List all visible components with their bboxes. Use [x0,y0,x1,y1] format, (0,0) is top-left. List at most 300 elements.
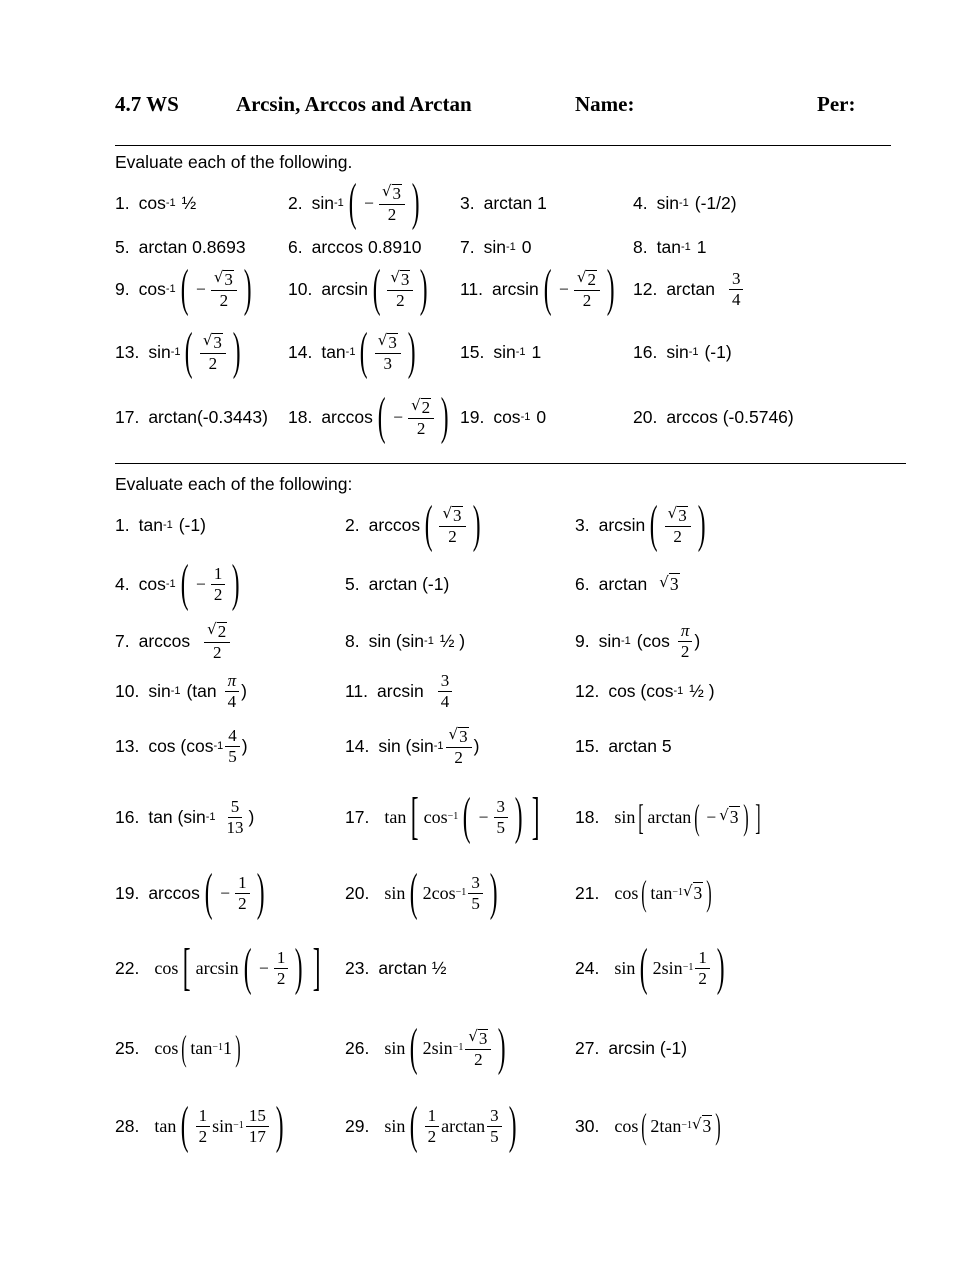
denominator: 2 [208,354,218,373]
parenthesized-expression: ( √ 3 2 ) [185,323,241,380]
expression-text: arccos (-0.5746) [666,406,794,427]
section1-instruction: Evaluate each of the following. [115,152,353,172]
worksheet-code: 4.7 WS [115,92,179,116]
closing-paren: ) [241,735,248,756]
fraction [224,798,247,837]
function-name: tan [321,341,346,362]
s2-problem-10: 10. sin -1 (tan $\frac{\pi}{4}$ ) [115,670,247,711]
problem-number: 17. [115,406,140,427]
outer-function: sin [384,1115,406,1136]
name-label: Name: [575,92,635,116]
parenthesized-expression: ( − √ 2 2 ) [543,260,615,317]
radicand: 3 [693,883,703,903]
outer-function: sin [614,957,636,978]
s1-problem-4: 4. sin -1 (-1/2) [633,192,737,213]
problem-number: 7. [115,630,130,651]
radicand: 2 [217,622,227,642]
outer-function: sin [614,806,636,827]
expression-text: arctan(-0.3443) [148,406,268,427]
inner-function: arctan [647,806,692,827]
expression-text: tan (sin [148,806,206,827]
numerator: 3 [487,1107,502,1127]
inner-function: tan [659,1115,682,1136]
radicand: 3 [453,506,462,526]
expression-text: arctan (-1) [368,573,450,594]
function-name: arctan [666,278,715,299]
s2-problem-3 [575,495,710,555]
minus-sign: − [220,882,231,903]
inner-function: cos [431,882,456,903]
s1-problem-18 [288,387,453,447]
outer-function: tan [154,1115,177,1136]
parenthesized-expression: ( − √ 3 2 ) [180,260,252,317]
function-name: sin [493,341,516,362]
problem-number: 4. [633,192,648,213]
s1-problem-7: 7. sin -1 0 [460,236,532,257]
s2-problem-1: 1. tan -1 (-1) [115,514,206,535]
denominator: 2 [454,748,463,767]
denominator: 5 [471,893,480,913]
inner-function: (cos [636,630,670,651]
function-name: arccos [321,406,373,427]
problem-number: 21. [575,882,600,903]
outer-function: cos [614,882,639,903]
problem-number: 9. [115,278,130,299]
function-name: tan [138,514,163,535]
parenthesized-expression: ( tan −1 1 ) [181,1028,241,1068]
inner-function: arcsin [195,957,239,978]
s1-problem-19: 19. cos -1 0 [460,406,547,427]
closing-paren: ) [694,630,701,651]
denominator: 3 [383,354,393,373]
numerator: 3 [468,874,483,894]
problem-number: 2. [345,514,360,535]
s2-problem-4: 4. cos -1 ( − $\frac{1}{2}$ ) [115,554,245,614]
s1-problem-2: 2. sin -1 ( − √ 3 2 ) [288,173,424,233]
parenthesized-expression: ( √ 3 2 ) [372,260,428,317]
parenthesized-expression: ( 2 sin −1 $\frac{1}{2}$ ) [640,939,725,996]
denominator: 4 [227,691,237,711]
parenthesized-expression: ( √ 3 3 ) [360,323,416,380]
argument: (-1) [178,514,206,535]
pi-symbol: π [225,672,240,692]
worksheet-title: Arcsin, Arccos and Arctan [236,92,472,116]
fraction [678,622,693,661]
problem-number: 18. [575,806,600,827]
function-name: sin [666,341,689,362]
denominator: 2 [680,641,690,661]
function-name: arccos [148,882,200,903]
problem-number: 26. [345,1037,370,1058]
minus-sign: − [258,957,269,978]
denominator: 2 [427,1126,437,1146]
function-name: tan [656,236,681,257]
parenthesized-expression: ( √ 3 2 ) [424,496,481,553]
fraction: √ 3 2 [387,268,413,310]
fraction [246,1107,269,1146]
fraction [494,798,509,837]
problem-number: 19. [460,406,485,427]
problem-number: 3. [460,192,475,213]
radicand: 3 [400,270,410,290]
function-name: arcsin [598,514,646,535]
minus-sign: − [195,278,206,299]
s1-problem-15: 15. sin -1 1 [460,341,542,362]
parenthesized-expression: ( $\frac{1}{2}$ arctan $\frac{3}{5}$ ) [410,1097,517,1154]
inner-function: tan [650,882,673,903]
denominator: 17 [248,1126,266,1146]
numerator: 1 [425,1107,440,1127]
problem-number: 16. [115,806,140,827]
argument: 1 [531,341,542,362]
fraction: √ 3 2 [446,725,472,767]
denominator: 4 [440,691,450,711]
parenthesized-expression: ( 2 sin −1 √ 3 2 ) [410,1019,506,1076]
s2-problem-9: 9. sin -1 (cos $\frac{\pi}{2}$ ) [575,620,701,661]
radicand: 2 [421,398,431,418]
closing-paren: ) [241,680,247,701]
s2-problem-17 [345,787,545,847]
square-root: √ 3 [691,1115,712,1136]
expression-text: arcsin (-1) [608,1037,688,1058]
expression-text: arctan 5 [608,735,672,756]
outer-function: sin [384,1037,406,1058]
s2-problem-26 [345,1018,511,1078]
coefficient: 2 [650,1115,660,1136]
numerator: 1 [211,565,226,585]
fraction [235,874,250,913]
function-name: arcsin [321,278,369,299]
argument: (-1) [704,341,732,362]
fraction: √ 3 2 [465,1027,491,1069]
closing-paren: ) [473,735,480,756]
coefficient-fraction [425,1107,440,1146]
problem-number: 18. [288,406,313,427]
expression-text: arctan ½ [378,957,447,978]
s2-problem-22 [115,938,325,998]
function-name: cos [138,573,166,594]
fraction: √ 3 2 [665,504,691,546]
problem-number: 8. [345,630,360,651]
inner-function: (tan [186,680,217,701]
function-name: cos [138,278,166,299]
problem-number: 14. [288,341,313,362]
function-name: arcsin [492,278,539,299]
minus-sign: − [559,278,569,299]
problem-number: 11. [460,278,484,299]
argument: ½ ) [439,630,466,651]
s2-problem-30 [575,1096,724,1156]
fraction: √ 2 2 [204,620,230,662]
problem-number: 10. [115,680,140,701]
outer-function: cos [614,1115,639,1136]
s2-problem-13: 13. cos (cos -1 $\frac{4}{5}$ ) [115,725,248,766]
problem-number: 4. [115,573,130,594]
numerator: 3 [438,672,453,692]
expression-text: cos (cos [608,680,674,701]
parenthesized-expression: ( − $\frac{1}{2}$ ) [180,555,240,612]
problem-number: 3. [575,514,590,535]
s2-problem-21 [575,863,715,923]
argument: 1 [222,1037,232,1058]
numerator: 1 [235,874,250,894]
s2-problem-23 [345,938,446,998]
denominator: 2 [448,527,457,546]
problem-number: 11. [345,680,369,701]
parenthesized-expression: ( $\frac{1}{2}$ sin −1 $\frac{15}{17}$ ) [181,1097,284,1154]
radicand: 3 [213,333,222,353]
parenthesized-expression: ( tan −1 √ 3 ) [641,873,712,913]
denominator: 2 [387,205,397,224]
problem-number: 27. [575,1037,600,1058]
s1-problem-8: 8. tan -1 1 [633,236,707,257]
problem-number: 20. [633,406,658,427]
radicand: 3 [388,333,397,353]
fraction [225,727,240,766]
inner-function: tan [190,1037,213,1058]
problem-number: 19. [115,882,140,903]
s2-problem-5 [345,554,449,614]
radicand: 2 [587,270,596,290]
problem-number: 6. [288,236,303,257]
denominator: 5 [490,1126,499,1146]
function-name: arcsin [377,680,424,701]
problem-number: 5. [115,236,130,257]
problem-number: 15. [575,735,600,756]
denominator: 2 [474,1050,483,1069]
fraction [211,565,226,604]
problem-number: 29. [345,1115,370,1136]
problem-number: 15. [460,341,485,362]
fraction [487,1107,502,1146]
closing-paren: ) [248,806,255,827]
numerator: 1 [274,949,289,969]
s2-problem-19 [115,863,269,923]
denominator: 2 [213,584,223,604]
function-name: sin [598,630,621,651]
argument: 0 [521,236,532,257]
numerator: 1 [196,1107,211,1127]
s1-problem-12 [633,259,745,319]
radicand: 3 [678,506,687,526]
inner-function: cos [423,806,448,827]
parenthesized-expression: ( 2 tan −1 √ 3 ) [641,1106,721,1146]
denominator: 5 [496,817,505,837]
radicand: 3 [392,184,402,204]
function-name: arccos [138,630,191,651]
denominator: 2 [396,291,405,310]
problem-number: 22. [115,957,140,978]
problem-number: 17. [345,806,370,827]
s2-problem-25 [115,1018,244,1078]
numerator: 4 [225,727,240,747]
bracketed-expression: [ cos −1 ( − $\frac{3}{5}$ ) ] [411,788,540,845]
minus-sign: − [393,406,404,427]
problem-number: 1. [115,514,130,535]
expression-text: sin (sin [368,630,425,651]
problem-number: 13. [115,341,140,362]
problem-number: 13. [115,735,140,756]
fraction [695,949,710,988]
radicand: 3 [224,270,233,290]
fraction: √ 3 2 [200,331,226,373]
s2-problem-29 [345,1096,521,1156]
fraction: √ 2 2 [574,268,600,310]
period-label: Per: [817,92,856,116]
s2-problem-11 [345,661,454,721]
parenthesized-expression: ( − √ 3 2 ) [348,174,420,231]
fraction [274,949,289,988]
problem-number: 12. [575,680,600,701]
s1-problem-17 [115,387,268,447]
function-name: sin [311,192,334,213]
s2-problem-27 [575,1018,687,1078]
fraction [468,874,483,913]
minus-sign: − [478,806,489,827]
inner-function: sin [431,1037,453,1058]
problem-number: 25. [115,1037,140,1058]
expression-text: sin (sin [378,735,434,756]
pi-symbol: π [678,622,693,642]
denominator: 4 [731,289,741,309]
denominator: 2 [219,291,229,310]
problem-number: 23. [345,957,370,978]
function-name: sin [656,192,679,213]
bracketed-expression: [ arcsin ( − $\frac{1}{2}$ ) ] [183,939,321,996]
parenthesized-expression: ( − $\frac{1}{2}$ ) [204,864,265,921]
function-name: sin [148,341,171,362]
denominator: 2 [198,1126,208,1146]
problem-number: 9. [575,630,590,651]
inner-function: sin [212,1115,234,1136]
section2-instruction: Evaluate each of the following: [115,474,353,494]
argument: ½ ) [689,680,715,701]
s2-problem-20 [345,863,502,923]
square-root: √ 3 [719,806,739,827]
bracketed-expression: [ arctan ( − √ 3 ) ] [638,797,761,837]
expression-text: arccos 0.8910 [311,236,422,257]
problem-number: 6. [575,573,590,594]
fraction [438,672,453,711]
function-name: cos [138,192,166,213]
problem-number: 20. [345,882,370,903]
argument: 0 [536,406,547,427]
parenthesized-expression: ( 2 cos −1 $\frac{3}{5}$ ) [410,864,498,921]
radicand: 3 [478,1029,488,1049]
s2-problem-14: 14. sin (sin -1 √ 3 2 ) [345,725,480,767]
denominator: 2 [212,643,222,662]
radicand: 3 [702,1116,712,1136]
outer-function: cos [154,1037,179,1058]
outer-function: cos [154,957,179,978]
problem-number: 1. [115,192,130,213]
s1-problem-10 [288,259,433,319]
s1-problem-14: 14. tan -1 ( √ 3 3 ) [288,322,420,382]
argument: 1 [696,236,707,257]
function-name: cos [493,406,521,427]
s2-problem-18 [575,787,764,847]
minus-sign: − [195,573,206,594]
denominator: 2 [276,968,286,988]
s2-problem-6 [575,554,680,614]
expression-text: arctan 0.8693 [138,236,246,257]
problem-number: 8. [633,236,648,257]
s2-problem-2 [345,495,485,555]
inner-function: sin [661,957,683,978]
problem-number: 2. [288,192,303,213]
s1-problem-9: 9. cos -1 ( − √ 3 2 ) [115,259,256,319]
denominator: 2 [582,291,592,310]
fraction: √ 3 2 [439,504,465,546]
problem-number: 16. [633,341,658,362]
problem-number: 14. [345,735,370,756]
numerator: 15 [246,1107,269,1127]
numerator: 5 [228,798,243,818]
denominator: 5 [228,746,237,766]
problem-number: 28. [115,1115,140,1136]
parenthesized-expression: ( − √ 2 2 ) [377,388,449,445]
coefficient: 2 [652,957,662,978]
denominator: 2 [698,968,707,988]
s2-problem-12: 12. cos (cos -1 ½ ) [575,680,715,701]
radicand: 3 [669,574,679,594]
fraction: √ 3 2 [379,182,405,224]
s2-problem-28 [115,1096,288,1156]
function-name: sin [148,680,171,701]
minus-sign: − [364,192,374,213]
expression-text: arctan 1 [483,192,547,213]
problem-number: 12. [633,278,658,299]
argument: (-1/2) [694,192,737,213]
coefficient: 2 [422,882,432,903]
denominator: 13 [226,817,244,837]
problem-number: 10. [288,278,313,299]
numerator: 3 [729,270,744,290]
numerator: 1 [695,949,710,969]
parenthesized-expression: ( √ 3 2 ) [650,496,706,553]
problem-number: 5. [345,573,360,594]
radicand: 3 [729,807,739,827]
numerator: 3 [494,798,509,818]
fraction [729,270,744,309]
coefficient-fraction [196,1107,211,1146]
s2-problem-15 [575,716,672,776]
fraction: √ 3 3 [375,331,401,373]
problem-number: 7. [460,236,475,257]
argument: ½ [181,192,197,213]
denominator: 2 [238,893,247,913]
s1-problem-1: 1. cos -1 ½ [115,192,197,213]
function-name: arctan [598,573,648,594]
outer-function: tan [384,806,407,827]
outer-function: sin [384,882,406,903]
s1-problem-13: 13. sin -1 ( √ 3 2 ) [115,322,245,382]
s2-problem-16: 16. tan (sin -1 $\frac{5}{13}$ ) [115,796,255,837]
problem-number: 24. [575,957,600,978]
expression-text: cos (cos [148,735,214,756]
denominator: 2 [673,527,682,546]
s1-problem-11 [460,259,619,319]
coefficient: 2 [422,1037,432,1058]
function-name: arccos [368,514,421,535]
fraction: √ 2 2 [408,396,434,438]
radicand: 3 [459,727,468,747]
fraction: √ 3 2 [211,268,237,310]
section-divider [115,463,906,464]
square-root: √ 3 [682,882,703,903]
function-name: sin [483,236,506,257]
fraction [225,672,240,711]
